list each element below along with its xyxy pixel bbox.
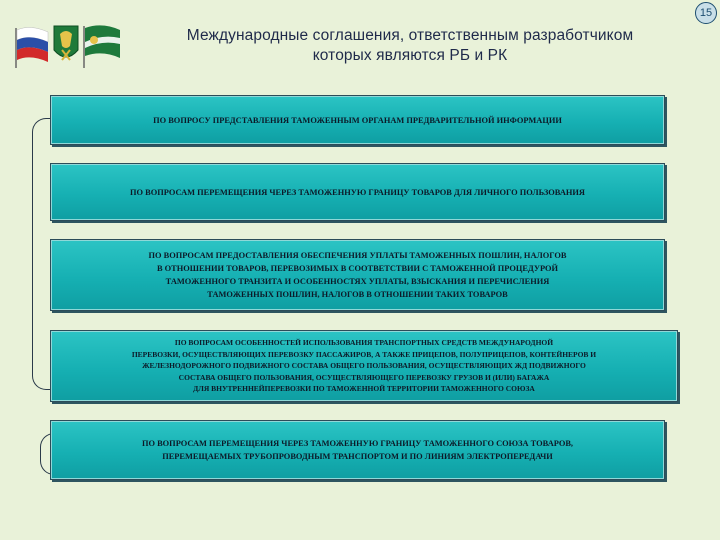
agreement-card-4-line-2: ПЕРЕВОЗКИ, ОСУЩЕСТВЛЯЮЩИХ ПЕРЕВОЗКУ ПАССАЖИРОВ, А ТАКЖЕ ПРИЦЕПОВ, ПОЛУПРИЦЕПОВ, КОНТЕЙНЕРОВ И [131, 349, 597, 359]
agreement-card-4-line-3: ЖЕЛЕЗНОДОРОЖНОГО ПОДВИЖНОГО СОСТАВА ОБЩЕГО ПОЛЬЗОВАНИЯ, ОСУЩЕСТВЛЯЮЩИХ ЖД ПОДВИЖНОГО [142, 361, 586, 371]
agreement-card-3-line-3: ТАМОЖЕННОГО ТРАНЗИТА И ОСОБЕННОСТЯХ УПЛАТЫ, ВЗЫСКАНИЯ И ПЕРЕЧИСЛЕНИЯ [165, 277, 550, 286]
agreement-card-1 [50, 95, 665, 145]
agreement-card-3 [50, 239, 665, 311]
russia-flag-icon [16, 27, 48, 68]
agreement-card-5-line-2: ПЕРЕМЕЩАЕМЫХ ТРУБОПРОВОДНЫМ ТРАНСПОРТОМ И ПО ЛИНИЯМ ЭЛЕКТРОПЕРЕДАЧИ [162, 452, 553, 461]
agreement-card-2-line-1: ПО ВОПРОСАМ ПЕРЕМЕЩЕНИЯ ЧЕРЕЗ ТАМОЖЕННУЮ ГРАНИЦУ ТОВАРОВ ДЛЯ ЛИЧНОГО ПОЛЬЗОВАНИЯ [130, 187, 585, 197]
agreement-card-5 [50, 420, 665, 480]
agreement-card-4-line-5: ДЛЯ ВНУТРЕННЕЙПЕРЕВОЗКИ ПО ТАМОЖЕННОЙ ТЕРРИТОРИИ ТАМОЖЕННОГО СОЮЗА [193, 384, 535, 394]
page-title-line-1: Международные соглашения, ответственным разработчиком [186, 27, 634, 44]
page-number-badge: 15 [695, 2, 717, 24]
agreement-card-5-line-1: ПО ВОПРОСАМ ПЕРЕМЕЩЕНИЯ ЧЕРЕЗ ТАМОЖЕННУЮ ГРАНИЦУ ТАМОЖЕННОГО СОЮЗА ТОВАРОВ, [141, 439, 574, 448]
agreement-card-3-line-2: В ОТНОШЕНИИ ТОВАРОВ, ПЕРЕВОЗИМЫХ В СООТВЕТСТВИИ С ТАМОЖЕННОЙ ПРОЦЕДУРОЙ [156, 264, 559, 273]
customs-flags-emblem-logo [10, 20, 122, 70]
agreement-card-3-line-4: ТАМОЖЕННЫХ ПОШЛИН, НАЛОГОВ В ОТНОШЕНИИ ТАКИХ ТОВАРОВ [207, 290, 508, 299]
agreement-card-3-line-1: ПО ВОПРОСАМ ПРЕДОСТАВЛЕНИЯ ОБЕСПЕЧЕНИЯ УПЛАТЫ ТАМОЖЕННЫХ ПОШЛИН, НАЛОГОВ [148, 251, 567, 260]
agreement-card-4 [50, 330, 678, 402]
customs-emblem-icon [54, 26, 78, 60]
agreement-card-4-line-4: СОСТАВА ОБЩЕГО ПОЛЬЗОВАНИЯ, ОСУЩЕСТВЛЯЮЩЕГО ПЕРЕВОЗКУ ГРУЗОВ И (ИЛИ) БАГАЖА [178, 372, 550, 382]
agreement-card-4-line-1: ПО ВОПРОСАМ ОСОБЕННОСТЕЙ ИСПОЛЬЗОВАНИЯ ТРАНСПОРТНЫХ СРЕДСТВ МЕЖДУНАРОДНОЙ [174, 338, 554, 348]
agreement-card-1-line-1: ПО ВОПРОСУ ПРЕДСТАВЛЕНИЯ ТАМОЖЕННЫМ ОРГАНАМ ПРЕДВАРИТЕЛЬНОЙ ИНФОРМАЦИИ [153, 115, 562, 125]
page-title-line-2: которых являются РБ и РК [312, 47, 508, 64]
agreement-card-2 [50, 163, 665, 221]
page-title [130, 26, 690, 66]
customs-flag-icon [84, 25, 120, 68]
